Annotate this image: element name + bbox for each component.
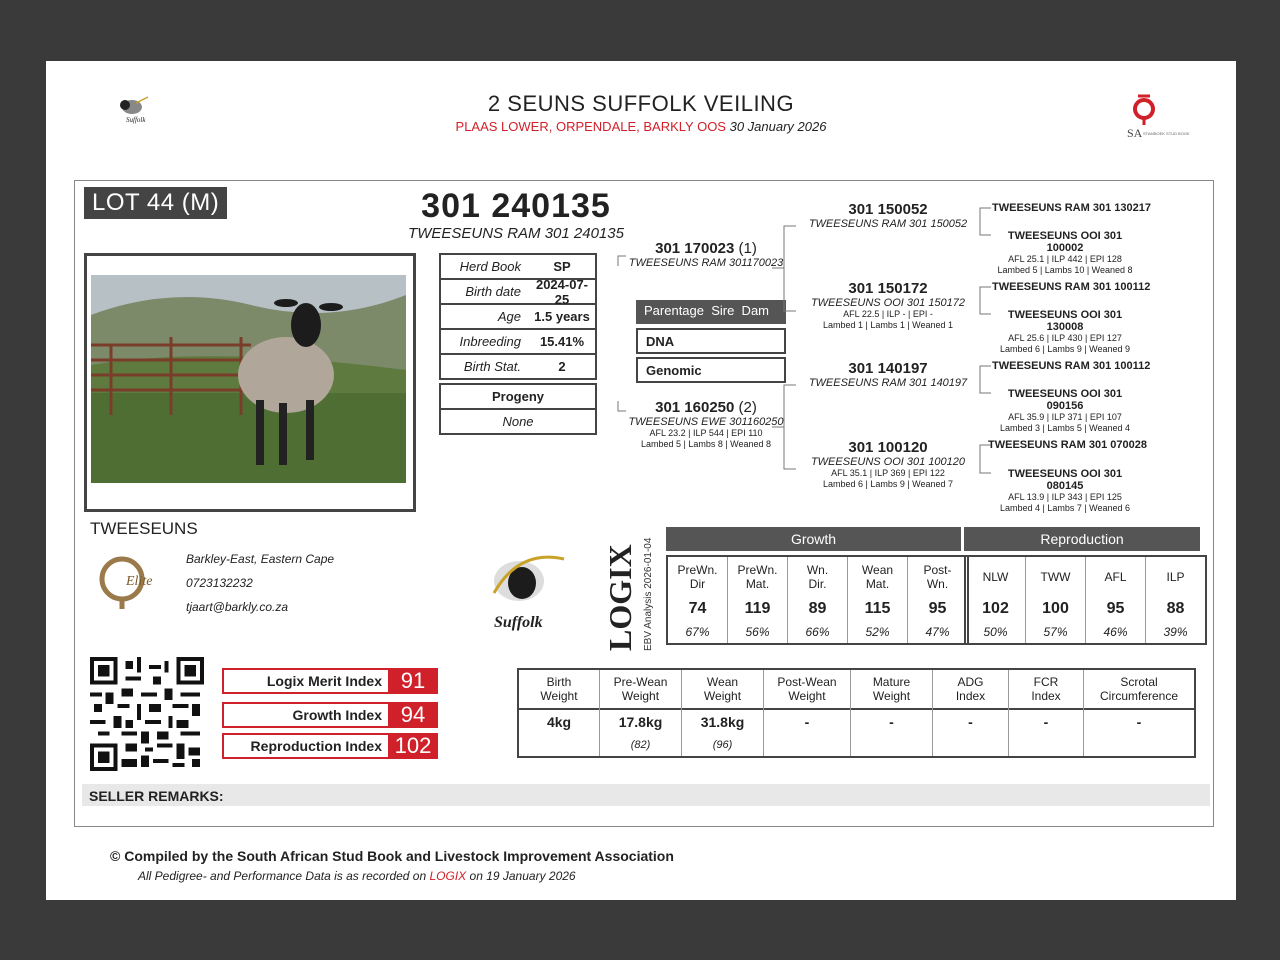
breeder-location: Barkley-East, Eastern Cape (186, 552, 335, 566)
gp-stats: Lambed 6 | Lambs 9 | Weaned 9 (999, 344, 1131, 354)
ebv-col: TWW 100 57% (1025, 557, 1085, 643)
lot-number: LOT 44 (M) (84, 187, 227, 219)
info-value: 2 (558, 359, 566, 374)
sale-subtitle (46, 119, 1236, 134)
lot-card (46, 61, 1236, 900)
index-value: 102 (388, 733, 438, 759)
info-key: Herd Book (459, 259, 521, 274)
weight-col: FCR Index - (1008, 670, 1083, 756)
svg-text:LOGIX: LOGIX (602, 544, 638, 651)
sd-stats: Lambed 1 | Lambs 1 | Weaned 1 (822, 320, 954, 330)
ebv-col: Wn. Dir. 89 66% (787, 557, 847, 643)
index-label: Logix Merit Index (222, 668, 388, 694)
footer-note-date: on 19 January 2026 (466, 869, 576, 883)
gp-stats: AFL 25.6 | ILP 430 | EPI 127 (1008, 333, 1122, 343)
pedigree-gp (990, 230, 1140, 276)
progeny-label: Progeny (439, 383, 597, 410)
dd-stats: AFL 35.1 | ILP 369 | EPI 122 (831, 468, 945, 478)
index-value: 91 (388, 668, 438, 694)
pedigree-lines (606, 201, 1006, 511)
footer-note (138, 869, 576, 883)
sire-suffix: (1) (738, 240, 757, 257)
reproduction-header: Reproduction (964, 527, 1200, 551)
index-value: 94 (388, 702, 438, 728)
animal-info-table (439, 253, 597, 380)
ss-name: TWEESEUNS RAM 301 150052 (808, 218, 968, 230)
animal-name: TWEESEUNS RAM 301 240135 (408, 225, 624, 242)
info-row (439, 355, 597, 380)
index-label: Growth Index (222, 702, 388, 728)
dam-stats: AFL 23.2 | ILP 544 | EPI 110 (649, 428, 763, 438)
info-value: 15.41% (539, 334, 585, 349)
dd-name: TWEESEUNS OOI 301 100120 (810, 456, 966, 468)
ebv-col: PreWn. Dir 74 67% (677, 563, 718, 639)
pedigree-gp (990, 309, 1140, 355)
animal-id: 301 240135 (421, 187, 611, 225)
growth-index (222, 702, 438, 728)
sire-name: TWEESEUNS RAM 301170023 (628, 257, 784, 269)
info-row (439, 305, 597, 330)
weight-col: Post-Wean Weight - (763, 670, 850, 756)
info-key: Age (497, 309, 521, 324)
pedigree-gp (990, 468, 1140, 514)
sd-name: TWEESEUNS OOI 301 150172 (810, 297, 966, 309)
elite-breeder-logo (96, 551, 166, 611)
breeder-email[interactable]: tjaart@barkly.co.za (186, 600, 288, 614)
svg-text:EBV Analysis 2026-01-04: EBV Analysis 2026-01-04 (643, 537, 654, 651)
weight-col: ADG Index - (932, 670, 1008, 756)
ebv-col: ILP 88 39% (1145, 557, 1205, 643)
gp-stats: Lambed 4 | Lambs 7 | Weaned 6 (999, 503, 1131, 513)
info-key: Birth date (465, 284, 521, 299)
pedigree-gp (990, 388, 1140, 434)
sale-title: 2 SEUNS SUFFOLK VEILING (487, 91, 795, 116)
ds-id: 301 140197 (848, 360, 928, 377)
progeny-box (439, 383, 597, 435)
svg-text:Suffolk: Suffolk (126, 116, 146, 124)
weight-col: Birth Weight 4kg (519, 670, 599, 756)
breeder-contact (186, 547, 334, 619)
info-value: SP (553, 259, 571, 274)
sire-id: 301 170023 (655, 240, 735, 257)
suffolk-logo (464, 551, 574, 633)
sale-date: 30 January 2026 (729, 119, 827, 134)
reproduction-index (222, 733, 438, 759)
info-row (439, 330, 597, 355)
progeny-value: None (439, 410, 597, 435)
ebv-col: Wean Mat. 115 52% (847, 557, 907, 643)
info-value: 1.5 years (534, 309, 590, 324)
dam-name: TWEESEUNS EWE 301160250 (628, 416, 784, 428)
breeder-name: TWEESEUNS (90, 519, 198, 538)
gp-stats: AFL 35.9 | ILP 371 | EPI 107 (1008, 412, 1122, 422)
svg-text:STAMBOEK STUD BOOK: STAMBOEK STUD BOOK (1143, 131, 1190, 136)
sale-location: PLAAS LOWER, ORPENDALE, BARKLY OOS (455, 119, 726, 134)
breeder-phone: 0723132232 (186, 576, 253, 590)
growth-header: Growth (666, 527, 961, 551)
info-value: 2024-07-25 (535, 276, 589, 307)
parentage-genomic: Genomic (636, 357, 786, 383)
weight-col: Wean Weight 31.8kg (96) (681, 670, 763, 756)
gp-name: TWEESEUNS RAM 301 100112 (992, 281, 1151, 293)
gp-name: TWEESEUNS OOI 301 080145 (1007, 468, 1123, 492)
dam-id: 301 160250 (655, 399, 735, 416)
gp-name: TWEESEUNS RAM 301 130217 (992, 202, 1151, 214)
footer-note-text: All Pedigree- and Performance Data is as recorded on (138, 869, 430, 883)
dam-stats: Lambed 5 | Lambs 8 | Weaned 8 (640, 439, 772, 449)
ds-name: TWEESEUNS RAM 301 140197 (808, 377, 968, 389)
growth-columns (666, 555, 969, 645)
gp-name: TWEESEUNS OOI 301 100002 (1007, 230, 1123, 254)
weights-table (517, 668, 1196, 758)
dam-suffix: (2) (738, 399, 757, 416)
animal-photo (91, 275, 406, 483)
ebv-col: PreWn. Mat. 119 56% (727, 557, 787, 643)
index-label: Reproduction Index (222, 733, 388, 759)
svg-text:SA: SA (1127, 126, 1143, 140)
svg-text:Suffolk: Suffolk (494, 614, 543, 631)
ebv-col: AFL 95 46% (1085, 557, 1145, 643)
sd-stats: AFL 22.5 | ILP - | EPI - (843, 309, 933, 319)
growth-ebv-table (666, 527, 969, 645)
seller-remarks: SELLER REMARKS: (82, 784, 1210, 806)
dd-id: 301 100120 (848, 439, 928, 456)
ebv-col: Post- Wn. 95 47% (907, 557, 967, 643)
gp-name: TWEESEUNS RAM 301 100112 (992, 360, 1151, 372)
parentage-dna: DNA (636, 328, 786, 354)
weight-col: Scrotal Circumference - (1083, 670, 1194, 756)
gp-name: TWEESEUNS OOI 301 090156 (1007, 388, 1123, 412)
ss-id: 301 150052 (848, 201, 928, 218)
dd-stats: Lambed 6 | Lambs 9 | Weaned 7 (822, 479, 954, 489)
qr-code[interactable] (90, 657, 204, 771)
sd-id: 301 150172 (848, 280, 928, 297)
gp-stats: AFL 13.9 | ILP 343 | EPI 125 (1008, 492, 1122, 502)
footer-logix-link[interactable]: LOGIX (429, 869, 467, 883)
gp-stats: Lambed 3 | Lambs 5 | Weaned 4 (999, 423, 1131, 433)
gp-stats: AFL 25.1 | ILP 442 | EPI 128 (1008, 254, 1122, 264)
logix-logo (603, 529, 663, 654)
reproduction-columns (964, 555, 1207, 645)
gp-stats: Lambed 5 | Lambs 10 | Weaned 8 (997, 265, 1133, 275)
reproduction-ebv-table (964, 527, 1207, 645)
weight-col: Mature Weight - (850, 670, 932, 756)
info-key: Inbreeding (459, 334, 521, 349)
logix-merit-index (222, 668, 438, 694)
parentage-header: Parentage Sire Dam (636, 300, 786, 324)
footer-copyright: © Compiled by the South African Stud Book and Livestock Improvement Association (110, 848, 674, 864)
svg-text:Elite: Elite (126, 574, 153, 589)
info-key: Birth Stat. (463, 359, 521, 374)
gp-name: TWEESEUNS OOI 301 130008 (1007, 309, 1123, 333)
ebv-col: NLW 102 50% (982, 570, 1009, 639)
info-row (439, 276, 597, 307)
gp-name: TWEESEUNS RAM 301 070028 (988, 439, 1147, 451)
weight-col: Pre-Wean Weight 17.8kg (82) (599, 670, 681, 756)
sa-studbook-logo (1122, 93, 1190, 141)
